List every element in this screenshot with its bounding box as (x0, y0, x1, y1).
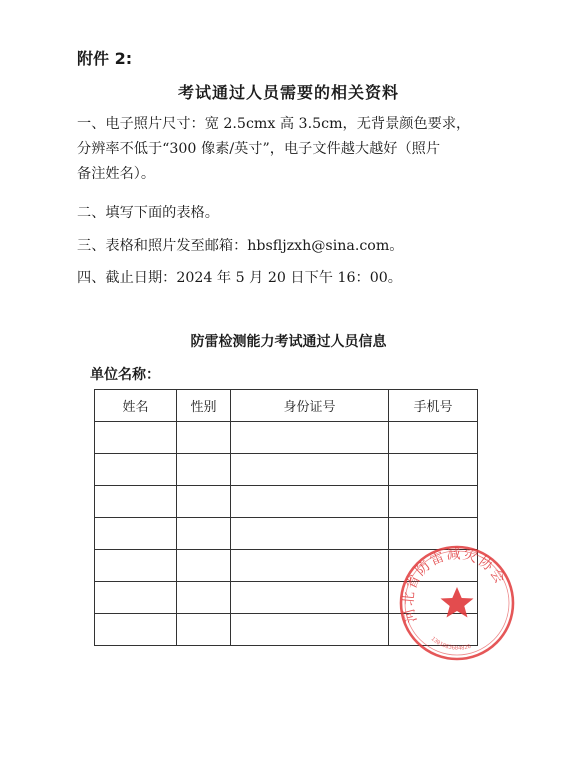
cell-name[interactable] (95, 614, 177, 646)
requirement-1-line-3: 备注姓名）。 (77, 166, 156, 182)
requirement-1-line-2: 分辨率不低于“300 像素/英寸”，电子文件越大越好（照片 (77, 141, 441, 157)
cell-gender[interactable] (177, 422, 231, 454)
cell-gender[interactable] (177, 518, 231, 550)
cell-phone[interactable] (389, 454, 478, 486)
requirement-2: 二、填写下面的表格。 (77, 205, 219, 221)
column-header-phone: 手机号 (389, 390, 478, 422)
requirement-1-line-1: 一、电子照片尺寸：宽 2.5cmx 高 3.5cm，无背景颜色要求， (77, 116, 471, 132)
cell-gender[interactable] (177, 486, 231, 518)
cell-name[interactable] (95, 454, 177, 486)
table-row (95, 454, 478, 486)
requirement-4: 四、截止日期：2024 年 5 月 20 日下午 16：00。 (77, 270, 402, 286)
seal-number-path: 1301083604826 (429, 636, 472, 652)
column-header-name: 姓名 (95, 390, 177, 422)
cell-gender[interactable] (177, 614, 231, 646)
cell-name[interactable] (95, 582, 177, 614)
cell-phone[interactable] (389, 486, 478, 518)
cell-name[interactable] (95, 550, 177, 582)
form-title: 防雷检测能力考试通过人员信息 (190, 334, 387, 350)
table-row (95, 486, 478, 518)
cell-id-number[interactable] (231, 550, 389, 582)
requirement-3: 三、表格和照片发至邮箱：hbsfljzxh@sina.com。 (77, 238, 404, 254)
cell-id-number[interactable] (231, 454, 389, 486)
cell-id-number[interactable] (231, 486, 389, 518)
cell-id-number[interactable] (231, 582, 389, 614)
cell-gender[interactable] (177, 582, 231, 614)
cell-name[interactable] (95, 486, 177, 518)
seal-org-name-path: 河北省防雷减灾协会 (400, 546, 509, 625)
cell-gender[interactable] (177, 454, 231, 486)
attachment-label: 附件 2: (77, 49, 133, 68)
seal-number (430, 636, 472, 652)
cell-id-number[interactable] (231, 518, 389, 550)
official-seal (397, 543, 517, 663)
document-title: 考试通过人员需要的相关资料 (177, 83, 399, 102)
unit-name-label: 单位名称： (90, 367, 160, 383)
cell-id-number[interactable] (231, 614, 389, 646)
seal-star-icon (441, 587, 474, 618)
cell-name[interactable] (95, 422, 177, 454)
column-header-id-number: 身份证号 (231, 390, 389, 422)
cell-id-number[interactable] (231, 422, 389, 454)
table-header-row (95, 390, 478, 422)
table-row (95, 422, 478, 454)
cell-name[interactable] (95, 518, 177, 550)
column-header-gender: 性别 (177, 390, 231, 422)
cell-phone[interactable] (389, 422, 478, 454)
cell-gender[interactable] (177, 550, 231, 582)
